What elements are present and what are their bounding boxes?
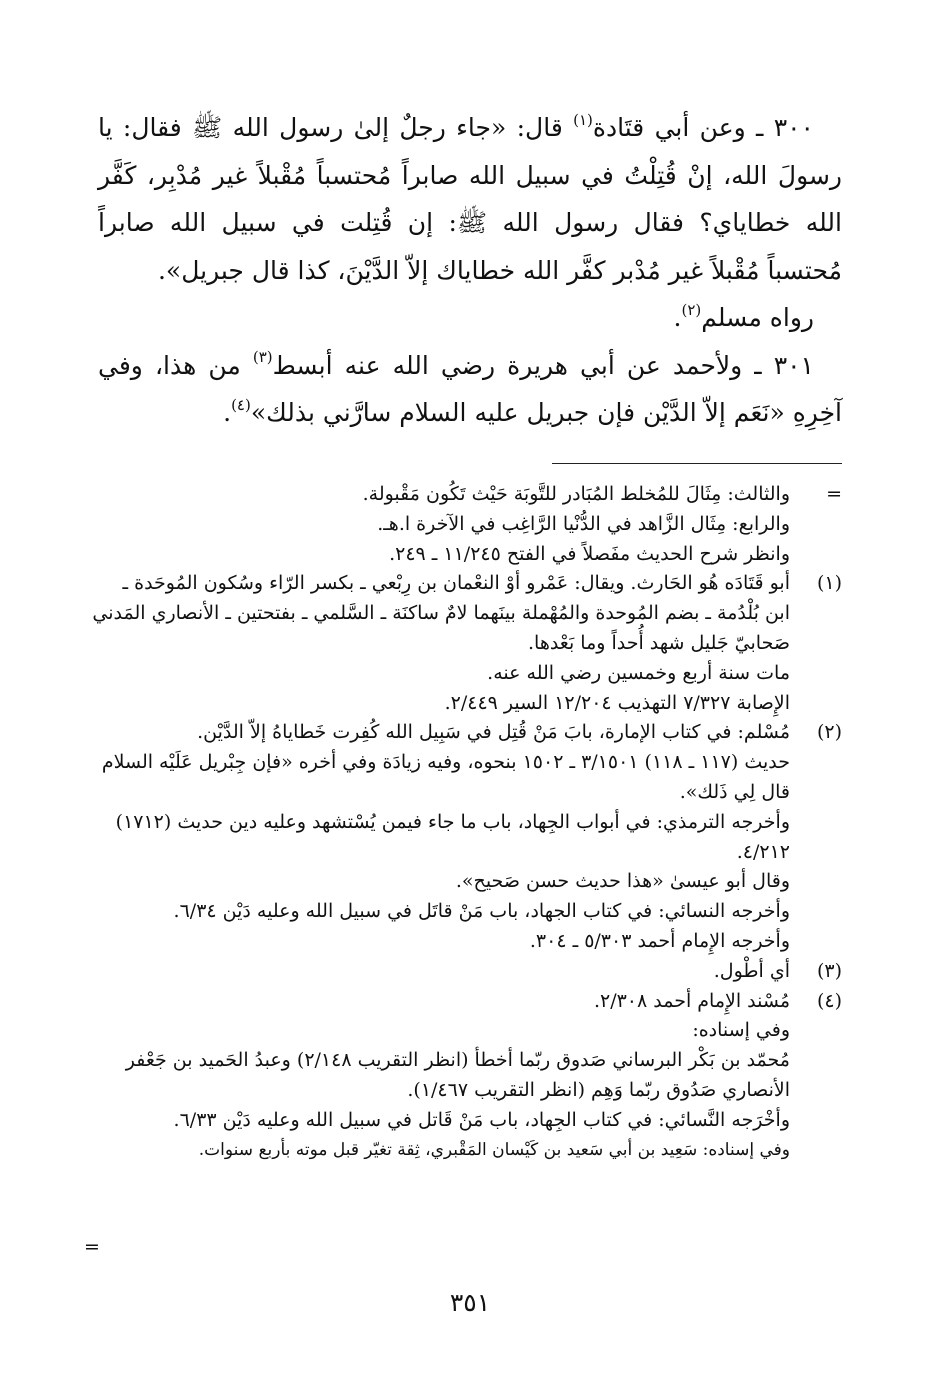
footnote-continuation	[92, 480, 842, 569]
footnote-line: وفي إسناده: سَعِيد بن أبي سَعيد بن كَيْسان المَقْبري، ثِقة تغيّر قبل موته بأربع سنوات.	[198, 1139, 790, 1160]
footnote-line: وفي إسناده:	[692, 1019, 790, 1042]
hadith-301-part2: من هذا، وفي آخِرِهِ «نَعَم إلاّ الدَّيْن فإن جبريل عليه السلام سارَّني بذلك»	[98, 350, 842, 427]
footnote-line: والثالث: مِثَالَ للمُخلط المُبَادر للتَّوبَة حَيْث تَكُون مَقْبولة.	[362, 483, 790, 505]
footnote-4	[92, 987, 842, 1166]
rawah-end: .	[673, 303, 682, 332]
footnote-ref-1: (١)	[573, 110, 593, 129]
rawah-text: رواه مسلم	[701, 303, 814, 332]
footnote-line: الإِصابة ٧/٣٢٧ التهذيب ١٢/٢٠٤ السير ٢/٤٤٩.	[444, 691, 790, 714]
hadith-300-source	[98, 294, 842, 342]
hadith-300-text: قال: «جاء رجلٌ إلىٰ رسول الله ﷺ فقال: يا رسولَ الله، إنْ قُتِلْتُ في سبيل الله صابراً مُحتسباً مُقْبلاً غير مُدْبِر، كَفَّر الله خطاياي؟ فقال رسول الله ﷺ: إن قُتِلت في سبيل الله صابراً مُحتسباً مُقْبلاً غير مُدْبر كفَّر الله خطاياك إلاّ الدَّيْنَ، كذا قال جبريل».	[98, 113, 842, 285]
footnote-line: والرابع: مِثَال الزَّاهد في الدُّنْيا الرَّاغِب في الآخرة ا.هـ.	[377, 512, 790, 535]
footnote-line: وأخرجه الترمذي: في أبواب الجِهاد، باب ما جاء فيمن يُسْتشهد وعليه دين حديث (١٧١٢) ٤/٢١٢.	[115, 810, 790, 863]
footnote-line: وقال أبو عيسىٰ «هذا حديث حسن صَحيح».	[455, 870, 790, 893]
footnote-line: أبو قَتَادَه هُو الحَارث. ويقال: عَمْرو أوْ النعْمان بن رِبْعي ـ بكسر الرّاء وسُكون المُوحَدة ـ ابن بُلْدُمة ـ بضم المُوحدة والمُهْملة بينَهما لامٌ ساكنَة ـ السَّلمي ـ بفتحتين ـ الأنصاري المَدني صَحابيّ جَليل شهد أُحداً وما بَعْدها.	[92, 572, 790, 654]
footnote-line: حديث (١١٧ ـ ١١٨) ٣/١٥٠١ ـ ١٥٠٢ بنحوه، وفيه زيادَة وفي أخره «فإن جِبْريل عَلَيْه السلام قال لِي ذَلك».	[101, 751, 790, 803]
footnote-line: وانظر شرح الحديث مفَصلاً في الفتح ١١/٢٤٥ ـ ٢٤٩.	[389, 542, 790, 565]
footnote-ref-2: (٢)	[681, 300, 702, 319]
main-text	[98, 104, 842, 437]
footnote-line: مات سنة أربع وخمسين رضي الله عنه.	[487, 661, 790, 684]
hadith-300	[98, 104, 842, 294]
footnote-3	[92, 957, 842, 987]
footnote-number: (١)	[816, 572, 842, 595]
hadith-301	[98, 342, 842, 437]
continuation-marker: =	[826, 483, 842, 505]
footnote-separator	[552, 463, 842, 464]
hadith-301-part1: ٣٠١ ـ ولأحمد عن أبي هريرة رضي الله عنه أبسط	[272, 350, 814, 380]
footnote-line: وأخرجه النسائي: في كتاب الجهاد، باب مَنْ قاتَل في سبيل الله وعليه دَيْن ٦/٣٤.	[173, 900, 790, 923]
hadith-301-part3: .	[223, 398, 232, 427]
footnote-2	[92, 718, 842, 956]
footnote-line: مُحمّد بن بَكْر البرساني صَدوق ربّما أخطأ (انظر التقريب ٢/١٤٨) وعبدُ الحَميد بن جَعْفر الأنصاري صَدُوق ربّما وَهِم (انظر التقريب ١/٤٦٧).	[125, 1049, 790, 1101]
hadith-300-intro: ٣٠٠ ـ وعن أبي قتَادة	[592, 113, 814, 142]
footnote-ref-3: (٣)	[252, 348, 273, 367]
footnote-line: أي أطْول.	[713, 959, 790, 982]
footnote-line: مُسْلم: في كتاب الإمارة، بابَ مَنْ قُتِل في سَبِيل الله كُفِرت خَطاياهُ إلاّ الدَّيْن.	[197, 721, 790, 744]
footnote-1	[92, 569, 842, 718]
footnotes	[92, 480, 842, 1165]
footnote-line: وأخْرَجه النَّسائي: في كتاب الجِهاد، باب مَنْ قَاتل في سبيل الله وعليه دَيْن ٦/٣٣.	[173, 1108, 790, 1131]
footnote-ref-4: (٤)	[231, 395, 251, 414]
page-number: ٣٥١	[449, 1288, 491, 1317]
footnote-number: (٤)	[816, 989, 842, 1012]
footnote-number: (٣)	[816, 959, 842, 982]
footnote-line: مُسْند الإِمام أحمد ٢/٣٠٨.	[593, 989, 790, 1012]
continuation-end-marker: =	[84, 1236, 100, 1258]
footnote-line: وأخرجه الإِمام أحمد ٥/٣٠٣ ـ ٣٠٤.	[529, 929, 790, 952]
footnote-number: (٢)	[816, 721, 842, 744]
